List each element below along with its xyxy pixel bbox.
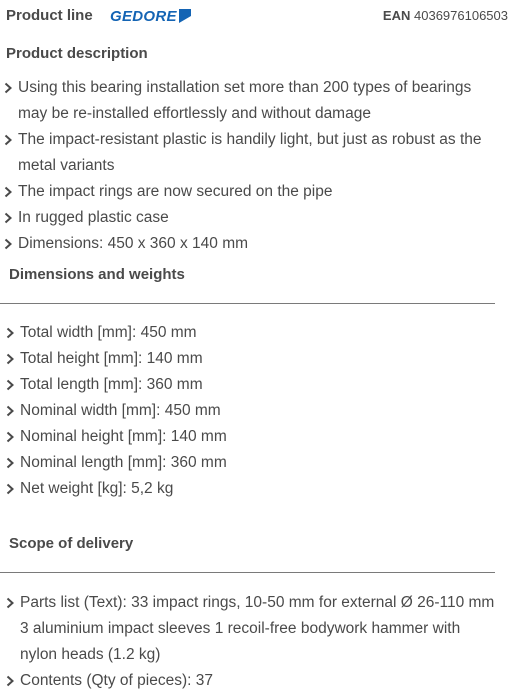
list-item-text: Contents (Qty of pieces): 37 <box>20 672 213 689</box>
chevron-right-icon <box>6 590 20 616</box>
chevron-right-icon <box>6 450 20 476</box>
list-item <box>6 398 501 424</box>
chevron-right-icon <box>4 231 18 257</box>
list-item-text: The impact rings are now secured on the pipe <box>18 183 333 200</box>
chevron-right-icon <box>6 398 20 424</box>
list-item <box>6 424 501 450</box>
chevron-right-icon <box>6 424 20 450</box>
list-item <box>4 205 504 231</box>
list-item <box>4 179 504 205</box>
list-item <box>6 476 501 502</box>
chevron-right-icon <box>6 372 20 398</box>
list-item-text: Nominal height [mm]: 140 mm <box>20 428 227 445</box>
section-divider <box>0 303 495 304</box>
chevron-right-icon <box>6 320 20 346</box>
list-item <box>6 346 501 372</box>
chevron-right-icon <box>6 668 20 694</box>
list-item-text: The impact-resistant plastic is handily light, but just as robust as the metal variants <box>18 131 482 174</box>
section-divider <box>0 572 495 573</box>
list-item-text: Net weight [kg]: 5,2 kg <box>20 480 174 497</box>
ean-value: 4036976106503 <box>414 8 508 23</box>
list-item-text: Parts list (Text): 33 impact rings, 10-50 mm for external Ø 26-110 mm 3 aluminium impact sleeves 1 recoil-free bodywork hammer with nylon heads (1.2 kg) <box>20 594 495 663</box>
dimensions-weights-list <box>6 320 501 502</box>
chevron-right-icon <box>4 205 18 231</box>
list-item-text: In rugged plastic case <box>18 209 169 226</box>
product-description-title: Product description <box>6 45 148 62</box>
brand-logo <box>110 8 191 24</box>
list-item-text: Dimensions: 450 x 360 x 140 mm <box>18 235 249 252</box>
list-item <box>4 75 504 127</box>
scope-of-delivery-title: Scope of delivery <box>9 535 134 552</box>
ean-label: EAN <box>382 8 411 23</box>
product-line-label: Product line <box>6 7 93 24</box>
list-item <box>6 372 501 398</box>
product-header <box>6 4 508 26</box>
brand-logo-mark-icon <box>179 9 191 23</box>
list-item-text: Total width [mm]: 450 mm <box>20 324 197 341</box>
chevron-right-icon <box>6 476 20 502</box>
list-item <box>6 320 501 346</box>
brand-logo-text: GEDORE <box>110 7 177 25</box>
list-item-text: Total height [mm]: 140 mm <box>20 350 203 367</box>
dimensions-weights-title: Dimensions and weights <box>9 266 185 283</box>
list-item-text: Nominal length [mm]: 360 mm <box>20 454 227 471</box>
chevron-right-icon <box>4 179 18 205</box>
chevron-right-icon <box>6 346 20 372</box>
list-item <box>6 450 501 476</box>
ean <box>383 8 508 23</box>
chevron-right-icon <box>4 75 18 101</box>
list-item-text: Nominal width [mm]: 450 mm <box>20 402 221 419</box>
list-item <box>4 231 504 257</box>
list-item <box>6 668 496 694</box>
list-item <box>4 127 504 179</box>
scope-of-delivery-list <box>6 590 496 694</box>
product-description-list <box>4 75 504 257</box>
list-item <box>6 590 496 668</box>
chevron-right-icon <box>4 127 18 153</box>
list-item-text: Using this bearing installation set more than 200 types of bearings may be re-installed effortlessly and without damage <box>18 79 472 122</box>
list-item-text: Total length [mm]: 360 mm <box>20 376 203 393</box>
